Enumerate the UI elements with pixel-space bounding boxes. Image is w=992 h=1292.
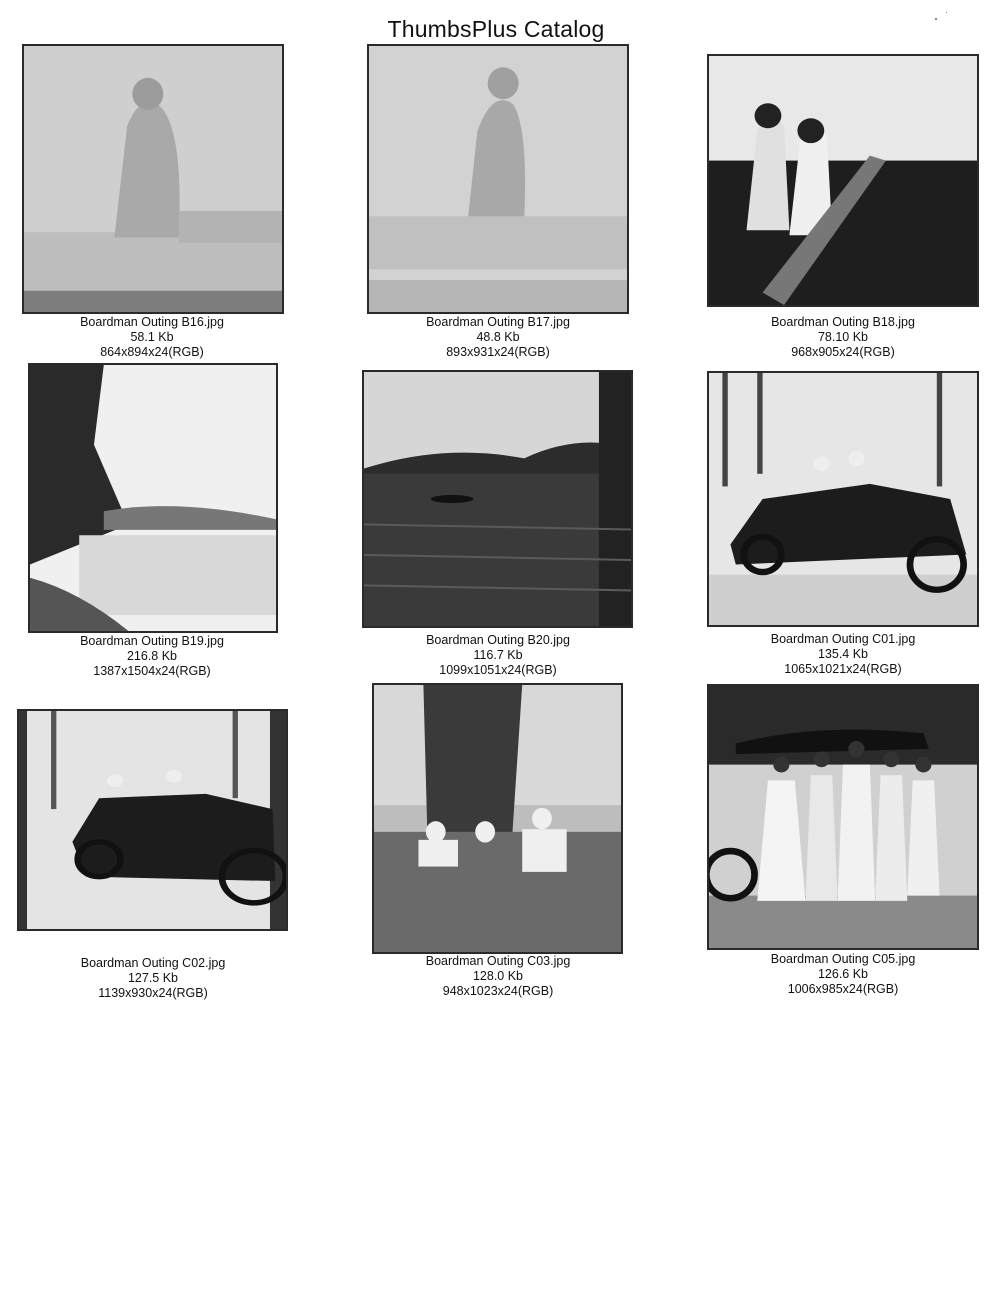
file-size: 128.0 Kb — [472, 969, 524, 983]
caption-b16 — [2, 315, 302, 360]
caption-c01 — [693, 632, 992, 677]
filename: Boardman Outing B17.jpg — [426, 315, 570, 329]
filename: Boardman Outing B18.jpg — [771, 315, 915, 329]
dimensions: 1065x1021x24(RGB) — [784, 662, 902, 676]
filename: Boardman Outing C02.jpg — [80, 956, 226, 970]
filename: Boardman Outing C01.jpg — [770, 632, 916, 646]
thumbnail-c02[interactable] — [17, 709, 288, 931]
caption-c03 — [348, 954, 648, 999]
photo-c03-image — [374, 685, 621, 952]
photo-b16-image — [24, 46, 282, 312]
filename: Boardman Outing C03.jpg — [425, 954, 571, 968]
dimensions: 864x894x24(RGB) — [100, 345, 204, 359]
thumbnail-c01[interactable] — [707, 371, 979, 627]
photo-c01-image — [709, 373, 977, 625]
caption-b18 — [693, 315, 992, 360]
photo-c05-image — [709, 686, 977, 948]
filename: Boardman Outing C05.jpg — [770, 952, 916, 966]
file-size: 216.8 Kb — [126, 649, 178, 663]
dimensions: 1099x1051x24(RGB) — [439, 663, 557, 677]
dimensions: 893x931x24(RGB) — [446, 345, 550, 359]
file-size: 127.5 Kb — [127, 971, 179, 985]
dimensions: 1006x985x24(RGB) — [787, 982, 899, 996]
photo-b19-image — [30, 365, 276, 631]
file-size: 135.4 Kb — [817, 647, 869, 661]
file-size: 58.1 Kb — [130, 330, 174, 344]
dimensions: 1139x930x24(RGB) — [98, 986, 208, 1000]
thumbnail-b20[interactable] — [362, 370, 633, 628]
filename: Boardman Outing B16.jpg — [80, 315, 224, 329]
file-size: 116.7 Kb — [473, 648, 523, 662]
scan-speck — [946, 12, 947, 13]
thumbnail-b16[interactable] — [22, 44, 284, 314]
thumbnail-c03[interactable] — [372, 683, 623, 954]
scan-speck — [935, 18, 937, 20]
dimensions: 948x1023x24(RGB) — [442, 984, 554, 998]
dimensions: 968x905x24(RGB) — [791, 345, 895, 359]
thumbnail-b19[interactable] — [28, 363, 278, 633]
filename: Boardman Outing B20.jpg — [426, 633, 570, 647]
catalog-title: ThumbsPlus Catalog — [387, 16, 605, 42]
caption-b19 — [2, 634, 302, 679]
photo-b20-image — [364, 372, 631, 626]
caption-b20 — [348, 633, 648, 678]
thumbnail-b17[interactable] — [367, 44, 629, 314]
thumbnail-b18[interactable] — [707, 54, 979, 307]
file-size: 78.10 Kb — [817, 330, 869, 344]
file-size: 48.8 Kb — [476, 330, 520, 344]
caption-c05 — [693, 952, 992, 997]
caption-c02 — [3, 956, 303, 1001]
filename: Boardman Outing B19.jpg — [80, 634, 224, 648]
photo-b18-image — [709, 56, 977, 305]
thumbnail-c05[interactable] — [707, 684, 979, 950]
file-size: 126.6 Kb — [817, 967, 869, 981]
photo-c02-image — [19, 711, 286, 929]
photo-b17-image — [369, 46, 627, 312]
dimensions: 1387x1504x24(RGB) — [93, 664, 211, 678]
caption-b17 — [348, 315, 648, 360]
